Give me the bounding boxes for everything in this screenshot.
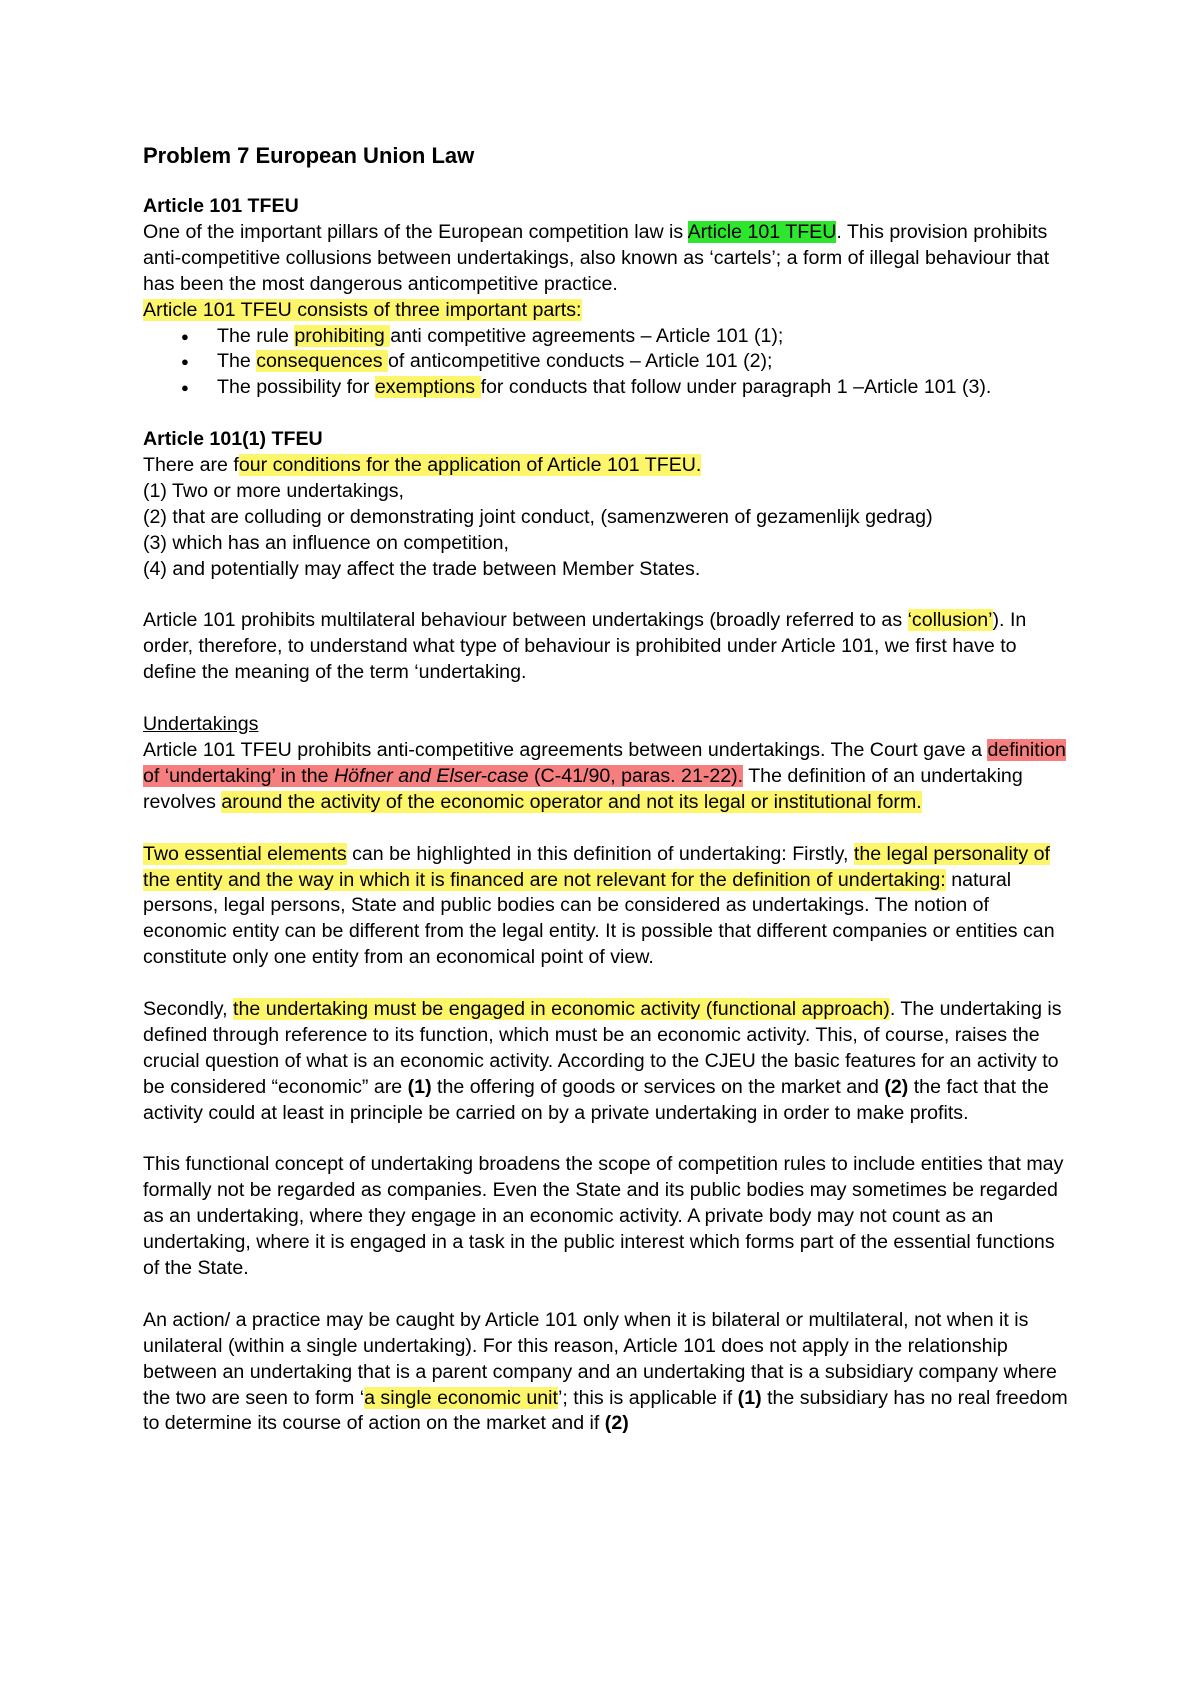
paragraph-collusion: Article 101 prohibits multilateral behaviour between undertakings (broadly referred to as ‘collusion’). In order, therefore, to understand what type of behaviour is prohibited under Article 101, we first have to define the meaning of the term ‘undertaking. [143,609,1027,684]
condition-3: (3) which has an influence on competition, [143,531,509,554]
paragraph-parts [143,298,1073,324]
paragraph-intro: One of the important pillars of the European competition law is Article 101 TFEU. This provision prohibits anti-competitive collusions between undertakings, also known as ‘cartels’; a form of illegal behaviour that has been the most dangerous anticompetitive practice. [143,220,1050,295]
list-item: ● The consequences of anticompetitive conducts – Article 101 (2); [217,349,1073,375]
paragraph-conditions-intro: There are four conditions for the application of Article 101 TFEU. [143,454,702,477]
paragraph-economic-activity: Secondly, the undertaking must be engaged in economic activity (functional approach). The undertaking is defined through reference to its function, which must be an economic activity. This, of course, raises the crucial question of what is an economic activity. According to the CJEU the basic features for an activity to be considered “economic” are (1) the offering of goods or services on the market and (2) the fact that the activity could at least in principle be carried on by a private undertaking in order to make profits. [143,998,1062,1124]
section-heading-undertakings: Undertakings [143,713,259,736]
condition-1: (1) Two or more undertakings, [143,479,405,502]
highlight-three-parts: Article 101 TFEU consists of three important parts: [143,298,582,321]
condition-4: (4) and potentially may affect the trade between Member States. [143,557,701,580]
document-page [143,142,1073,1437]
condition-2: (2) that are colluding or demonstrating joint conduct, (samenzweren of gezamenlijk gedrag) [143,505,933,528]
list-item: ● The rule prohibiting anti competitive agreements – Article 101 (1); [217,324,1073,350]
parts-list [143,324,1073,402]
document-title: Problem 7 European Union Law [143,143,475,168]
paragraph-two-elements: Two essential elements can be highlighted in this definition of undertaking: Firstly, the legal personality of the entity and the way in which it is financed are not relevant for the definition of undertaking: natural persons, legal persons, State and public bodies can be considered as undertakings. The notion of economic entity can be different from the legal entity. It is possible that different companies or entities can constitute only one entity from an economical point of view. [143,842,1055,969]
paragraph-functional-concept: This functional concept of undertaking broadens the scope of competition rules to include entities that may formally not be regarded as companies. Even the State and its public bodies may sometimes be regarded as an undertaking, where they engage in an economic activity. A private body may not count as an undertaking, where it is engaged in a task in the public interest which forms part of the essential functions of the State. [143,1153,1064,1280]
section-heading-article-101: Article 101 TFEU [143,195,299,217]
paragraph-definition: Article 101 TFEU prohibits anti-competitive agreements between undertakings. The Court gave a definition of ‘undertaking’ in the Höfner and Elser-case (C-41/90, paras. 21-22). The definition of an undertaking revolves around the activity of the economic operator and not its legal or institutional form. [143,738,1066,813]
section-heading-article-101-1: Article 101(1) TFEU [143,428,323,451]
list-item: ● The possibility for exemptions for conducts that follow under paragraph 1 –Article 101 (3). [217,375,1073,401]
paragraph-single-economic-unit: An action/ a practice may be caught by Article 101 only when it is bilateral or multilateral, not when it is unilateral (within a single undertaking). For this reason, Article 101 does not apply in the relationship between an undertaking that is a parent company and an undertaking that is a subsidiary company where the two are seen to form ‘a single economic unit’; this is applicable if (1) the subsidiary has no real freedom to determine its course of action on the market and if (2) [143,1308,1068,1435]
highlight-hofner-case: definition of ‘undertaking’ in the Höfner and Elser-case (C-41/90, paras. 21-22). [143,738,1066,787]
highlight-article-101: Article 101 TFEU [687,220,837,243]
